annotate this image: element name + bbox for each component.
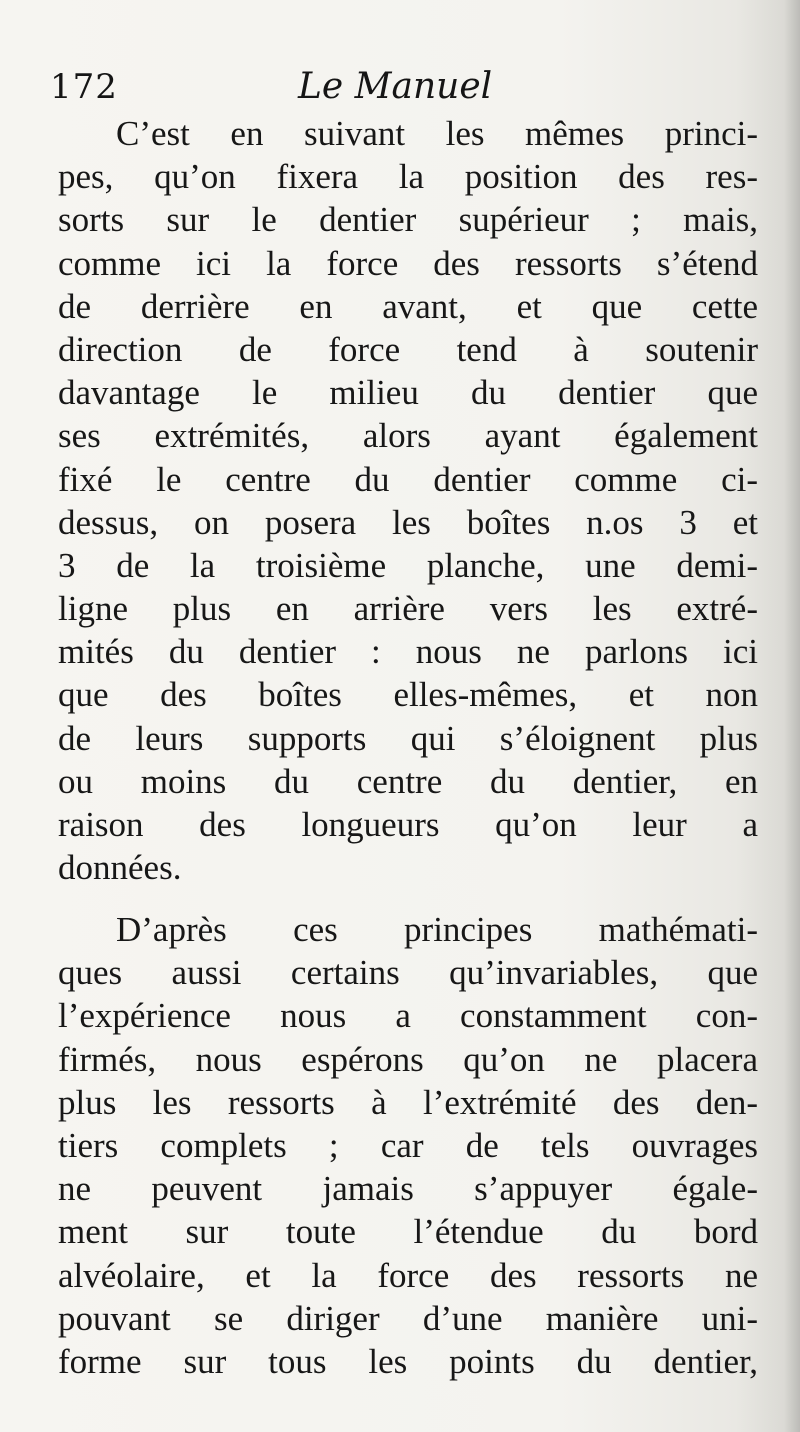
text-line: plus les ressorts à l’extrémité des den-: [58, 1082, 758, 1122]
text-line: ligne plus en arrière vers les extré-: [58, 589, 758, 629]
text-line: firmés, nous espérons qu’on ne placera: [58, 1039, 758, 1079]
text-line: forme sur tous les points du dentier,: [58, 1341, 758, 1381]
text-line: ment sur toute l’étendue du bord: [58, 1212, 758, 1252]
text-line: raison des longueurs qu’on leur a: [58, 805, 758, 844]
text-line: ses extrémités, alors ayant également: [58, 416, 758, 456]
text-line: ques aussi certains qu’invariables, que: [58, 953, 758, 993]
text-line: de derrière en avant, et que cette: [58, 286, 758, 326]
paragraph-2: [58, 908, 758, 1383]
text-line: ou moins du centre du dentier, en: [58, 761, 758, 801]
text-line: D’après ces principes mathémati-: [116, 910, 758, 949]
text-line: tiers complets ; car de tels ouvrages: [58, 1125, 758, 1165]
text-line: données.: [58, 848, 182, 888]
paragraph-1: [58, 112, 758, 889]
text-line: davantage le milieu du dentier que: [58, 373, 758, 413]
text-line: l’expérience nous a constamment con-: [58, 996, 758, 1036]
page-number: 172: [50, 67, 118, 107]
text-line: ne peuvent jamais s’appuyer égale-: [58, 1169, 758, 1209]
text-line: sorts sur le dentier supérieur ; mais,: [58, 200, 758, 240]
text-line: de leurs supports qui s’éloignent plus: [58, 718, 758, 758]
text-line: pes, qu’on fixera la position des res-: [58, 157, 758, 197]
text-line: mités du dentier : nous ne parlons ici: [58, 632, 758, 672]
text-line: fixé le centre du dentier comme ci-: [58, 459, 758, 499]
running-title: Le Manuel: [298, 66, 493, 107]
text-line: pouvant se diriger d’une manière uni-: [58, 1298, 758, 1338]
text-line: que des boîtes elles-mêmes, et non: [58, 675, 758, 715]
text-line: C’est en suivant les mêmes princi-: [116, 114, 758, 153]
page-header: [50, 62, 750, 112]
text-line: 3 de la troisième planche, une demi-: [58, 545, 758, 585]
text-line: direction de force tend à soutenir: [58, 329, 758, 369]
text-line: alvéolaire, et la force des ressorts ne: [58, 1255, 758, 1295]
text-line: comme ici la force des ressorts s’étend: [58, 243, 758, 283]
text-line: dessus, on posera les boîtes n.os 3 et: [58, 502, 758, 542]
